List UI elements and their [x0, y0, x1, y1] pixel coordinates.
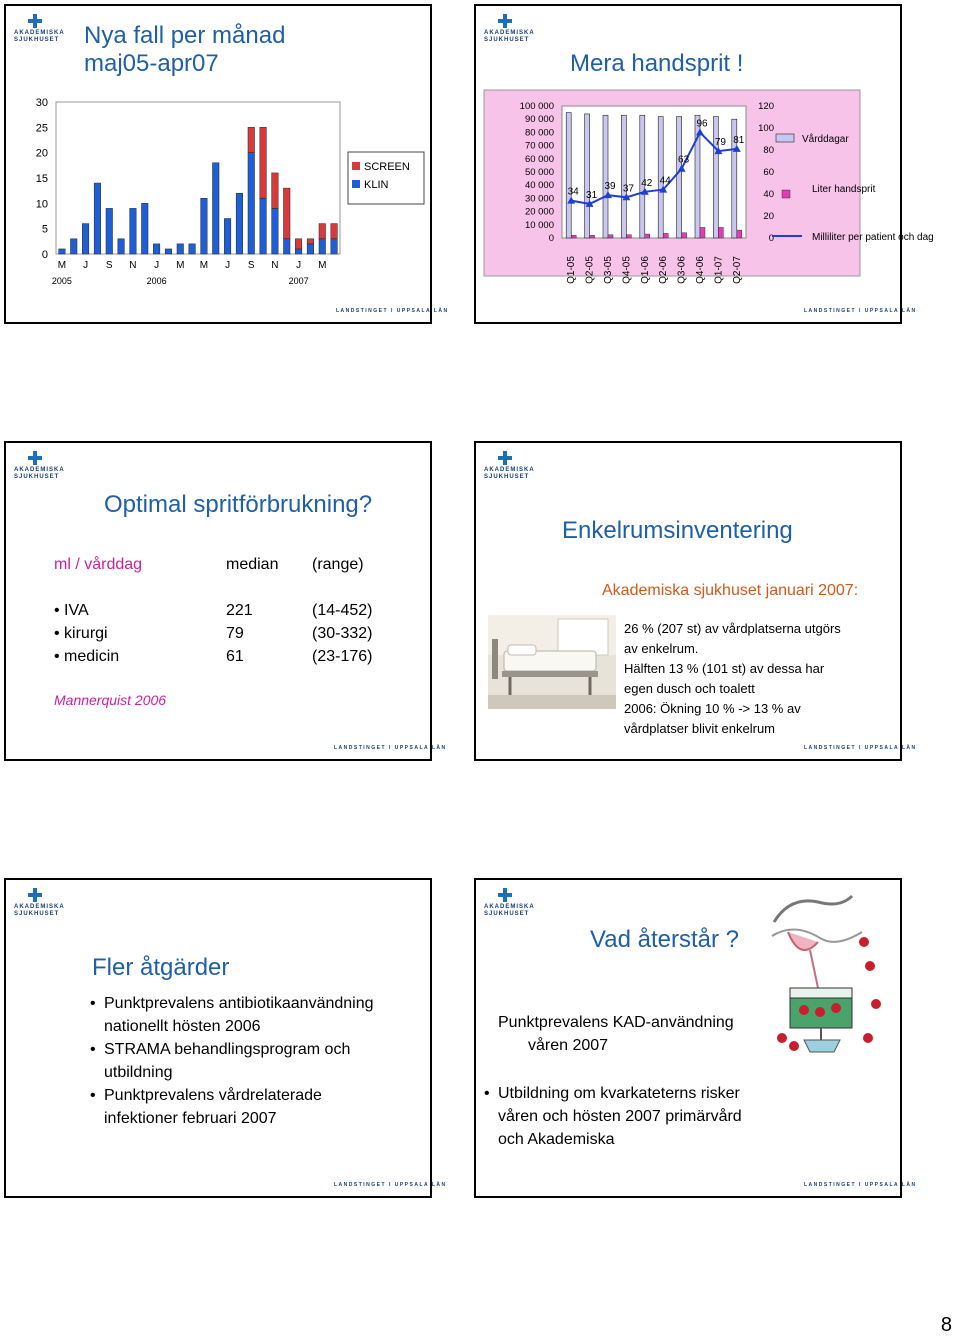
remaining-list	[484, 1082, 742, 1151]
left-y-tick-label: 0	[548, 233, 554, 244]
data-label: 42	[641, 177, 653, 189]
header-median: median	[226, 556, 279, 573]
right-y-tick-label: 40	[763, 189, 774, 200]
left-y-tick-label: 10 000	[524, 219, 554, 231]
x-tick-label: J	[296, 260, 302, 271]
list-item: • Utbildning om kvarkateterns risker våren och hösten 2007 primärvård och Akademiska	[484, 1082, 742, 1151]
bar-klin	[295, 249, 302, 254]
row-median: 221	[226, 602, 253, 619]
year-label: 2006	[146, 276, 167, 286]
bar-vardagar	[585, 114, 590, 238]
left-y-tick-label: 30 000	[524, 193, 554, 205]
x-tick-label: Q3-05	[603, 256, 614, 284]
bar-klin	[94, 183, 101, 254]
slide1-title-line2: maj05-apr07	[84, 50, 219, 77]
footer: LANDSTINGET I UPPSALA LÄN	[336, 308, 449, 314]
room-line-3: Hälften 13 % (101 st) av dessa har	[624, 661, 825, 676]
footer: LANDSTINGET I UPPSALA LÄN	[804, 308, 917, 314]
slide-optimal-consumption	[4, 441, 447, 761]
cross-icon	[498, 451, 512, 465]
row-name: • IVA	[54, 602, 89, 619]
bar-klin	[283, 239, 290, 254]
bar-liter	[571, 235, 576, 238]
x-tick-label: Q4-05	[621, 256, 633, 284]
bar-liter	[682, 233, 687, 238]
akademiska-logo: AKADEMISKA SJUKHUSET	[484, 888, 540, 918]
row-name: • kirurgi	[54, 625, 108, 642]
y-tick-label: 30	[35, 97, 48, 109]
footer: LANDSTINGET I UPPSALA LÄN	[334, 745, 447, 751]
bar-klin	[106, 208, 113, 254]
bar-klin	[177, 244, 184, 254]
bar-klin	[319, 239, 326, 254]
bar-klin	[165, 249, 172, 254]
data-label: 96	[696, 118, 708, 130]
left-y-tick-label: 20 000	[524, 206, 554, 218]
year-label: 2005	[51, 276, 72, 286]
y-tick-label: 0	[41, 249, 48, 261]
x-tick-label: S	[247, 260, 255, 271]
right-y-tick-label: 100	[758, 123, 774, 134]
x-tick-label: Q2-07	[731, 256, 743, 284]
bar-liter	[608, 235, 613, 238]
right-y-tick-label: 120	[758, 101, 774, 112]
x-tick-label: Q2-05	[584, 256, 596, 284]
legend-swatch-liter	[782, 190, 790, 198]
x-tick-label: J	[225, 260, 231, 271]
legend-label-klin: KLIN	[364, 179, 389, 191]
bar-screen	[307, 239, 314, 244]
bar-vardagar	[621, 115, 626, 238]
left-y-tick-label: 50 000	[524, 167, 554, 178]
cases-bar-chart	[6, 90, 430, 305]
x-tick-label: Q3-06	[676, 256, 688, 284]
bar-klin	[260, 198, 267, 254]
x-tick-label: M	[176, 260, 185, 271]
data-label: 31	[586, 189, 598, 201]
bar-screen	[295, 239, 302, 249]
bar-klin	[82, 224, 89, 254]
legend-label-liter: Liter handsprit	[812, 184, 876, 195]
bar-vardagar	[677, 117, 682, 238]
slide-new-cases	[4, 4, 449, 324]
data-label: 37	[622, 183, 634, 195]
data-label: 81	[733, 134, 745, 146]
x-tick-label: J	[154, 260, 160, 271]
slide-remaining	[474, 878, 917, 1198]
bar-klin	[201, 198, 208, 254]
right-y-tick-label: 0	[768, 233, 774, 244]
bar-screen	[331, 224, 338, 239]
list-item: • STRAMA behandlingsprogram och utbildning	[90, 1038, 374, 1084]
list-item: • Punktprevalens vårdrelaterade infektioner februari 2007	[90, 1084, 374, 1130]
footer: LANDSTINGET I UPPSALA LÄN	[804, 1182, 917, 1188]
cross-icon	[498, 888, 512, 902]
bar-klin	[248, 153, 255, 254]
bar-klin	[189, 244, 196, 254]
list-item: • Punktprevalens antibiotikaanvändning nationellt hösten 2006	[90, 992, 374, 1038]
x-tick-label: S	[105, 260, 113, 271]
cross-icon	[28, 451, 42, 465]
legend-label-ml: Milliliter per patient och dag	[812, 232, 934, 243]
bar-screen	[283, 188, 290, 239]
x-tick-label: N	[129, 260, 137, 271]
data-label: 39	[604, 181, 616, 193]
slide5-title: Fler åtgärder	[92, 954, 230, 981]
bar-screen	[248, 127, 255, 152]
akademiska-logo: AKADEMISKA SJUKHUSET	[14, 451, 70, 481]
left-y-tick-label: 80 000	[524, 127, 554, 139]
header-unit: ml / vårddag	[54, 556, 143, 573]
bar-liter	[663, 233, 668, 238]
year-label: 2007	[288, 276, 309, 286]
bar-klin	[331, 239, 338, 254]
bar-klin	[153, 244, 160, 254]
bar-klin	[272, 208, 279, 254]
row-name: • medicin	[54, 648, 120, 665]
akademiska-logo: AKADEMISKA SJUKHUSET	[14, 888, 70, 918]
slide4-subtitle: Akademiska sjukhuset januari 2007:	[602, 582, 859, 599]
bar-vardagar	[640, 115, 645, 238]
sanitizer-combo-chart	[476, 86, 934, 286]
cross-icon	[498, 14, 512, 28]
x-tick-label: M	[318, 260, 327, 271]
legend-swatch-vardagar	[776, 134, 794, 142]
room-line-4: egen dusch och toalett	[624, 681, 755, 696]
left-y-tick-label: 40 000	[524, 180, 554, 192]
x-tick-label: Q1-07	[713, 256, 725, 284]
bar-screen	[260, 127, 267, 198]
data-label: 44	[659, 175, 671, 187]
slide1-title-line1: Nya fall per månad	[84, 22, 286, 49]
left-y-tick-label: 100 000	[519, 101, 554, 112]
bar-vardagar	[713, 117, 718, 238]
footer: LANDSTINGET I UPPSALA LÄN	[804, 745, 917, 751]
slide6-title: Vad återstår ?	[590, 926, 739, 953]
akademiska-logo: AKADEMISKA SJUKHUSET	[484, 451, 540, 481]
slide-more-measures	[4, 878, 447, 1198]
slide2-title: Mera handsprit !	[570, 50, 744, 77]
bar-liter	[737, 230, 742, 238]
source-citation: Mannerquist 2006	[54, 692, 167, 708]
bar-liter	[590, 235, 595, 238]
header-range: (range)	[312, 556, 364, 573]
x-tick-label: Q1-06	[639, 256, 651, 284]
bar-klin	[212, 163, 219, 254]
left-y-tick-label: 60 000	[524, 153, 554, 165]
legend-box	[348, 152, 424, 204]
hospital-bed-photo	[488, 615, 616, 709]
y-tick-label: 20	[35, 147, 48, 160]
catheter-illustration	[770, 892, 894, 1052]
slide4-title: Enkelrumsinventering	[562, 517, 793, 544]
x-tick-label: Q1-05	[566, 256, 578, 284]
page-number: 8	[940, 1314, 952, 1336]
bar-liter	[645, 234, 650, 238]
legend-label-screen: SCREEN	[364, 161, 410, 173]
bar-klin	[130, 208, 137, 254]
slide6-line2: våren 2007	[528, 1037, 609, 1054]
bar-screen	[272, 173, 279, 208]
row-median: 79	[226, 625, 244, 642]
x-tick-label: Q2-06	[658, 256, 670, 284]
legend-label-vardagar: Vårddagar	[802, 134, 849, 145]
bar-screen	[319, 224, 326, 239]
y-tick-label: 15	[35, 173, 48, 185]
data-label: 63	[678, 154, 690, 166]
akademiska-logo: AKADEMISKA SJUKHUSET	[14, 14, 70, 44]
bar-liter	[718, 227, 723, 238]
x-tick-label: M	[57, 260, 67, 271]
slide6-line1: Punktprevalens KAD-användning	[498, 1014, 734, 1031]
bar-klin	[307, 244, 314, 254]
row-range: (23-176)	[312, 648, 373, 665]
right-y-tick-label: 80	[763, 145, 774, 156]
y-tick-label: 25	[35, 122, 48, 135]
room-line-1: 26 % (207 st) av vårdplatserna utgörs	[624, 621, 841, 636]
bar-vardagar	[566, 113, 571, 238]
akademiska-logo: AKADEMISKA SJUKHUSET	[484, 14, 540, 44]
x-tick-label: J	[83, 260, 89, 271]
bar-klin	[141, 203, 148, 254]
right-y-tick-label: 20	[763, 211, 774, 222]
right-y-tick-label: 60	[763, 167, 774, 178]
bar-klin	[118, 239, 125, 254]
y-tick-label: 5	[41, 223, 48, 236]
bar-klin	[59, 249, 66, 254]
data-label: 79	[714, 137, 726, 149]
left-y-tick-label: 70 000	[524, 140, 554, 152]
y-tick-label: 10	[35, 198, 48, 211]
bar-vardagar	[603, 115, 608, 238]
measures-list	[90, 992, 374, 1130]
room-line-5: 2006: Ökning 10 % -> 13 % av	[624, 701, 801, 716]
slide-hand-sanitizer	[474, 4, 934, 324]
room-line-6: vårdplatser blivit enkelrum	[624, 721, 776, 736]
cross-icon	[28, 14, 42, 28]
bar-klin	[236, 193, 243, 254]
cross-icon	[28, 888, 42, 902]
x-tick-label: M	[199, 260, 209, 271]
left-y-tick-label: 90 000	[524, 114, 554, 126]
row-range: (14-452)	[312, 602, 373, 619]
x-tick-label: Q4-06	[695, 256, 706, 284]
data-label: 34	[567, 186, 579, 198]
bar-klin	[70, 239, 77, 254]
row-range: (30-332)	[312, 625, 373, 642]
legend-swatch-screen	[352, 162, 360, 170]
footer: LANDSTINGET I UPPSALA LÄN	[334, 1182, 447, 1188]
slide3-title: Optimal spritförbrukning?	[104, 491, 373, 518]
bar-klin	[224, 219, 231, 254]
room-line-2: av enkelrum.	[624, 641, 699, 656]
row-median: 61	[226, 648, 244, 665]
bar-liter	[626, 235, 631, 238]
legend-swatch-klin	[352, 180, 360, 188]
x-tick-label: N	[271, 260, 279, 271]
slide-single-rooms	[474, 441, 917, 761]
bar-liter	[700, 227, 705, 238]
